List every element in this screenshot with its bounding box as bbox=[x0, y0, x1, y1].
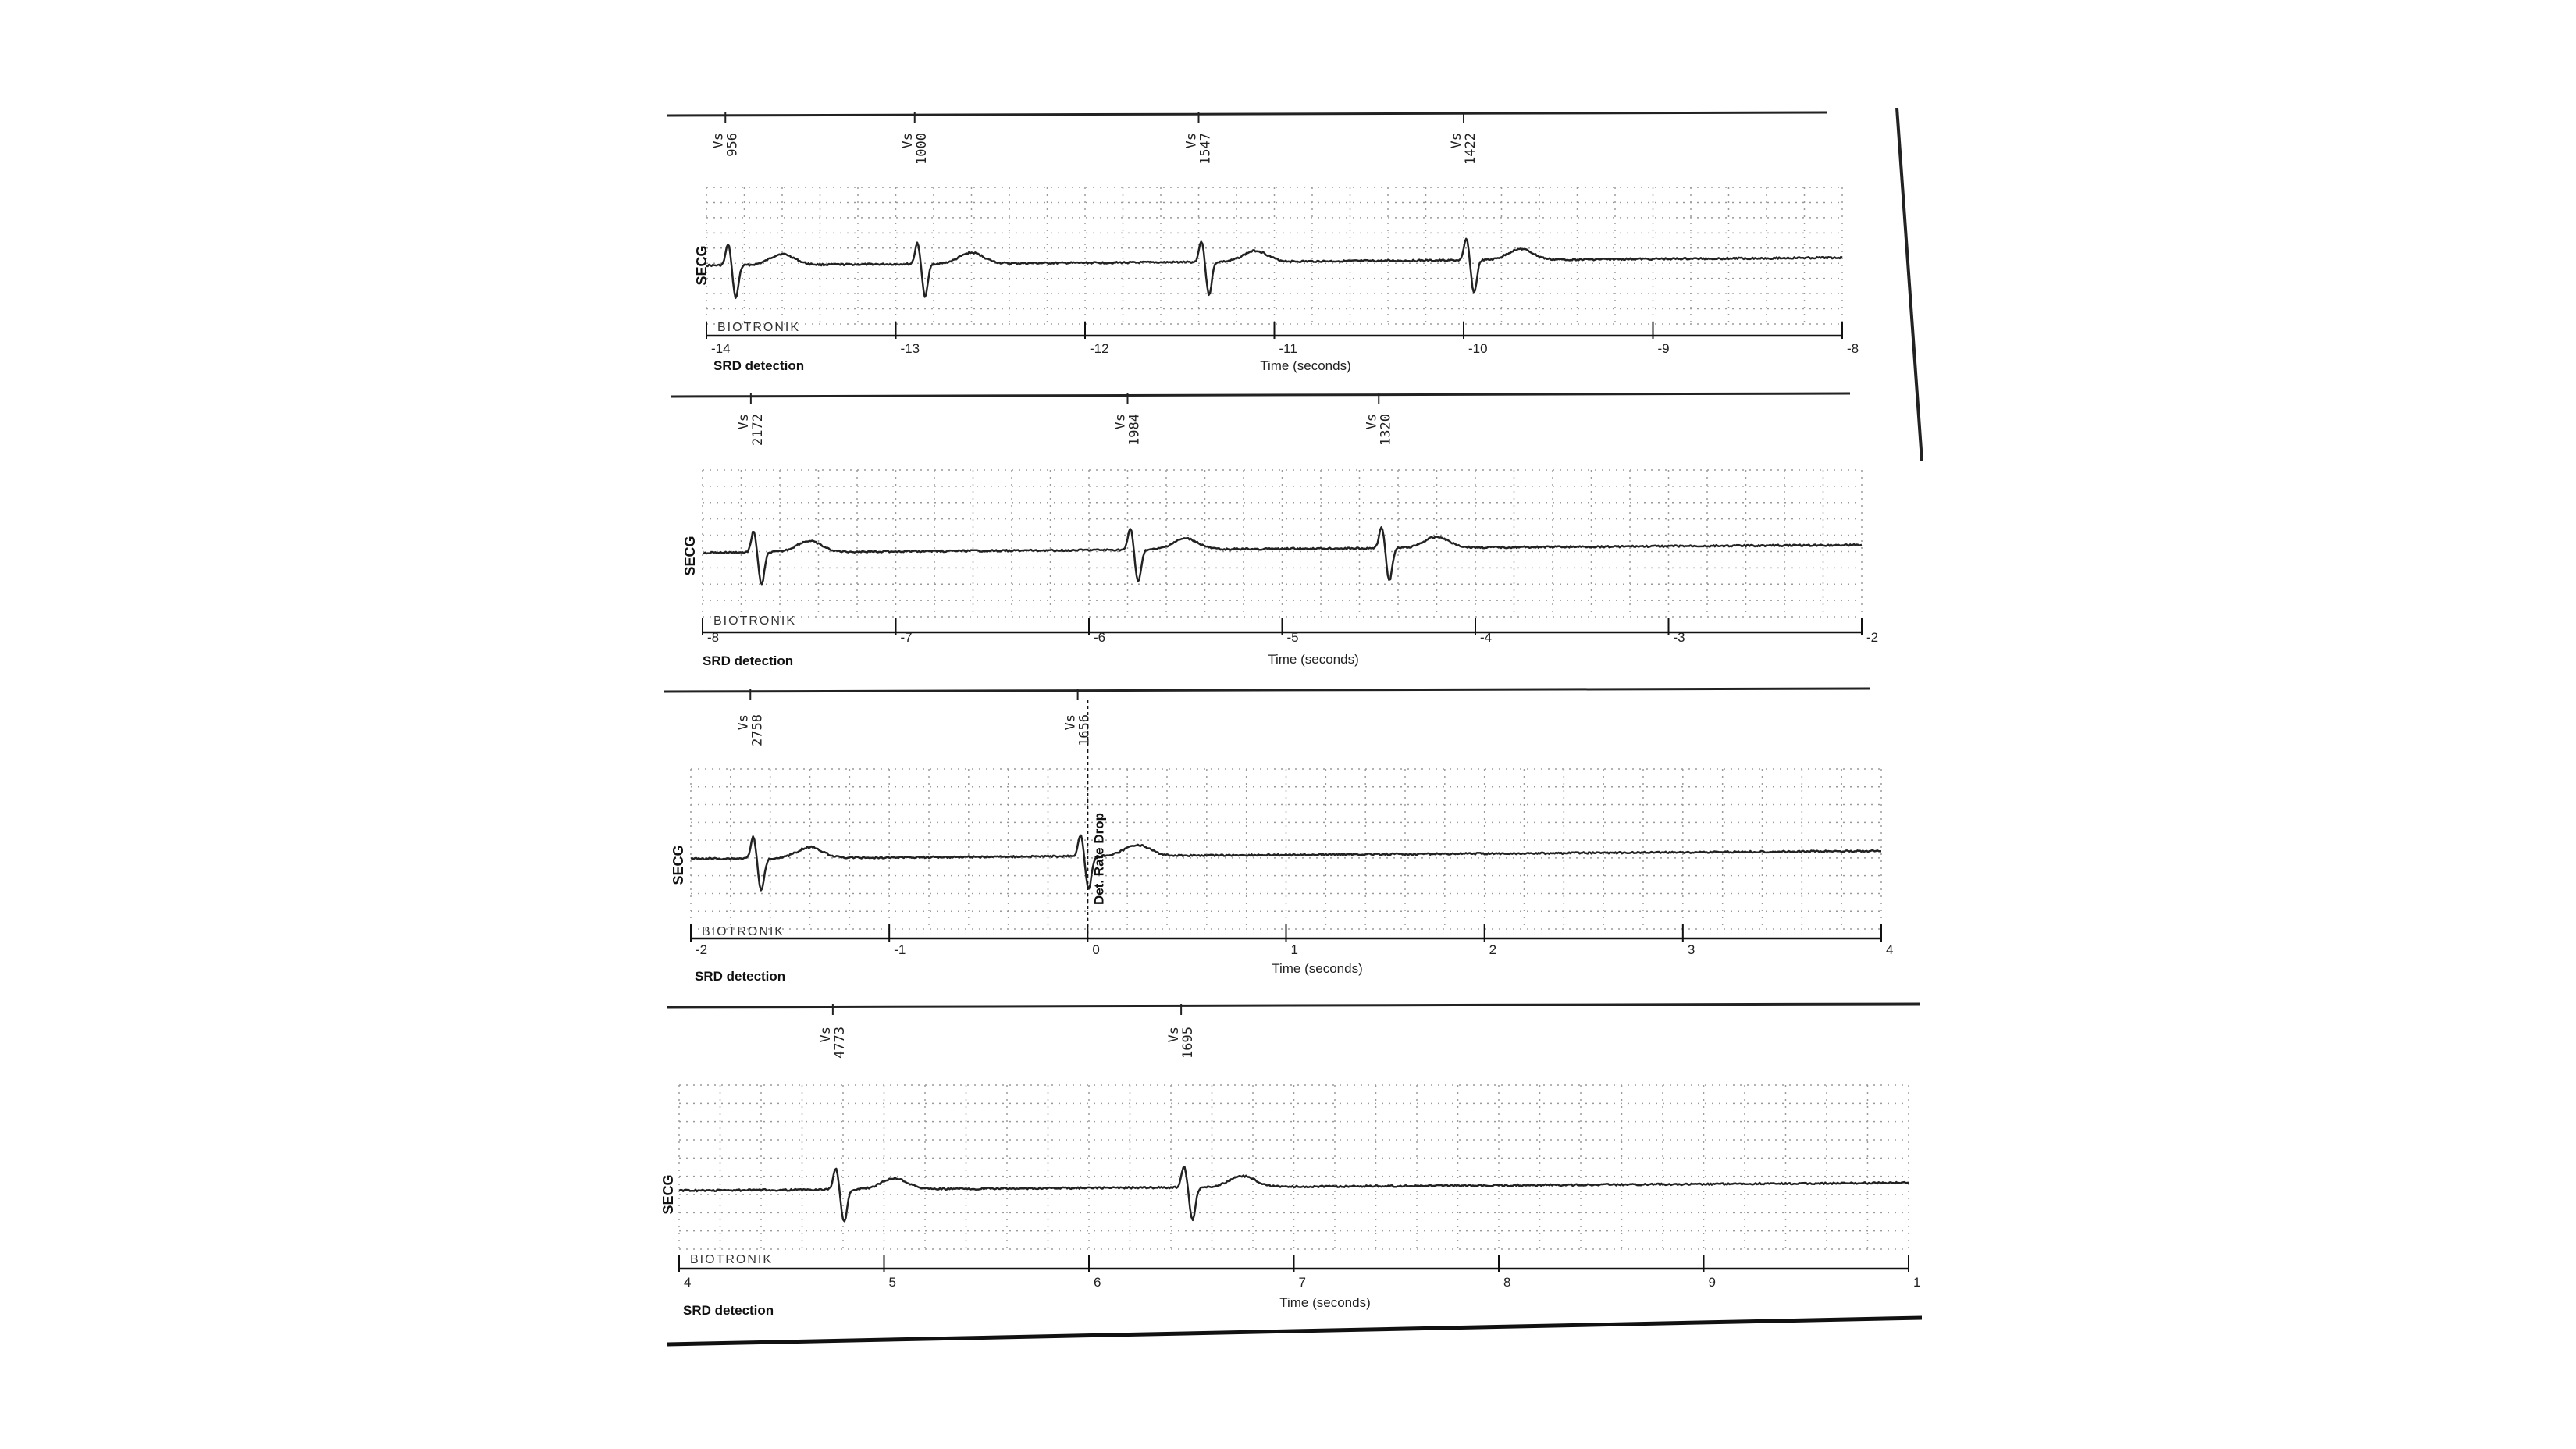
vs-marker-label: Vs bbox=[1364, 414, 1380, 430]
channel-label: SECG bbox=[682, 536, 698, 576]
axis-tick-label: -2 bbox=[696, 942, 708, 957]
axis-tick-label: -4 bbox=[1480, 630, 1493, 645]
ecg-strip-4 bbox=[660, 1004, 1920, 1318]
axis-tick-label: -3 bbox=[1673, 630, 1685, 645]
channel-label: SECG bbox=[694, 245, 710, 286]
vs-interval-label: 956 bbox=[724, 133, 741, 157]
vs-marker-label: Vs bbox=[1183, 133, 1200, 149]
footer-label: SRD detection bbox=[695, 969, 786, 984]
x-axis-title: Time (seconds) bbox=[1279, 1295, 1371, 1310]
strip-separator bbox=[667, 112, 1827, 116]
x-axis-title: Time (seconds) bbox=[1268, 652, 1359, 667]
axis-tick-label: -5 bbox=[1286, 630, 1299, 645]
axis-tick-label: -6 bbox=[1094, 630, 1106, 645]
vs-marker-label: Vs bbox=[1112, 414, 1129, 430]
ecg-trace bbox=[706, 239, 1842, 298]
axis-tick-label: -11 bbox=[1279, 341, 1297, 356]
vs-marker-label: Vs bbox=[1166, 1027, 1183, 1043]
axis-tick-label: 9 bbox=[1708, 1275, 1716, 1290]
axis-tick-label: 7 bbox=[1298, 1275, 1306, 1290]
axis-tick-label: -8 bbox=[1847, 341, 1859, 356]
vs-marker-label: Vs bbox=[899, 133, 916, 149]
event-label: Det. Rate Drop bbox=[1091, 812, 1107, 906]
vs-interval-label: 2758 bbox=[749, 714, 766, 746]
vs-interval-label: 1547 bbox=[1197, 133, 1214, 165]
axis-tick-label: 5 bbox=[888, 1275, 896, 1290]
page-edge-line bbox=[1897, 108, 1922, 461]
footer-label: SRD detection bbox=[713, 358, 805, 373]
vs-marker-label: Vs bbox=[817, 1027, 834, 1043]
strip-separator bbox=[671, 393, 1850, 397]
brand-label: BIOTRONIK bbox=[690, 1253, 774, 1266]
axis-tick-label: -1 bbox=[894, 942, 906, 957]
brand-label: BIOTRONIK bbox=[713, 614, 797, 628]
x-axis-title: Time (seconds) bbox=[1260, 358, 1351, 373]
vs-marker-label: Vs bbox=[1062, 714, 1079, 731]
footer-label: SRD detection bbox=[683, 1303, 774, 1318]
axis-tick-label: -14 bbox=[711, 341, 731, 356]
axis-tick-label: -8 bbox=[707, 630, 720, 645]
axis-tick-label: -2 bbox=[1866, 630, 1879, 645]
ecg-strip-2 bbox=[671, 393, 1878, 668]
vs-marker-label: Vs bbox=[1449, 133, 1464, 149]
ecg-strip-3 bbox=[664, 689, 1893, 984]
axis-tick-label: -13 bbox=[900, 341, 920, 356]
vs-interval-label: 1320 bbox=[1378, 414, 1394, 446]
channel-label: SECG bbox=[671, 845, 686, 885]
vs-interval-label: 4773 bbox=[831, 1027, 848, 1059]
page-bottom-line bbox=[667, 1318, 1922, 1344]
axis-tick-label: 1 bbox=[1290, 942, 1298, 957]
brand-label: BIOTRONIK bbox=[702, 925, 785, 938]
brand-label: BIOTRONIK bbox=[717, 321, 801, 334]
axis-tick-label: 8 bbox=[1503, 1275, 1511, 1290]
axis-tick-label: -12 bbox=[1090, 341, 1109, 356]
axis-tick-label: -9 bbox=[1657, 341, 1670, 356]
vs-marker-label: Vs bbox=[710, 133, 727, 149]
axis-tick-label: 6 bbox=[1094, 1275, 1101, 1290]
vs-marker-label: Vs bbox=[735, 714, 752, 731]
channel-label: SECG bbox=[660, 1174, 676, 1215]
ecg-strip-1 bbox=[667, 112, 1859, 373]
vs-interval-label: 1000 bbox=[913, 133, 930, 165]
axis-tick-label: 1 bbox=[1913, 1275, 1921, 1290]
vs-interval-label: 2172 bbox=[749, 414, 766, 446]
strip-separator bbox=[667, 1004, 1920, 1007]
axis-tick-label: 4 bbox=[1886, 942, 1894, 957]
vs-marker-label: Vs bbox=[735, 414, 752, 430]
axis-tick-label: 4 bbox=[684, 1275, 692, 1290]
axis-tick-label: 0 bbox=[1092, 942, 1100, 957]
axis-tick-label: 2 bbox=[1489, 942, 1497, 957]
vs-interval-label: 1984 bbox=[1126, 414, 1143, 446]
x-axis-title: Time (seconds) bbox=[1272, 961, 1363, 976]
strip-separator bbox=[664, 689, 1870, 692]
axis-tick-label: -7 bbox=[900, 630, 913, 645]
vs-interval-label: 1695 bbox=[1180, 1027, 1197, 1059]
axis-tick-label: -10 bbox=[1468, 341, 1488, 356]
vs-interval-label: 1422 bbox=[1463, 133, 1478, 165]
footer-label: SRD detection bbox=[703, 653, 794, 668]
vs-interval-label: 1656 bbox=[1076, 714, 1093, 746]
axis-tick-label: 3 bbox=[1687, 942, 1695, 957]
